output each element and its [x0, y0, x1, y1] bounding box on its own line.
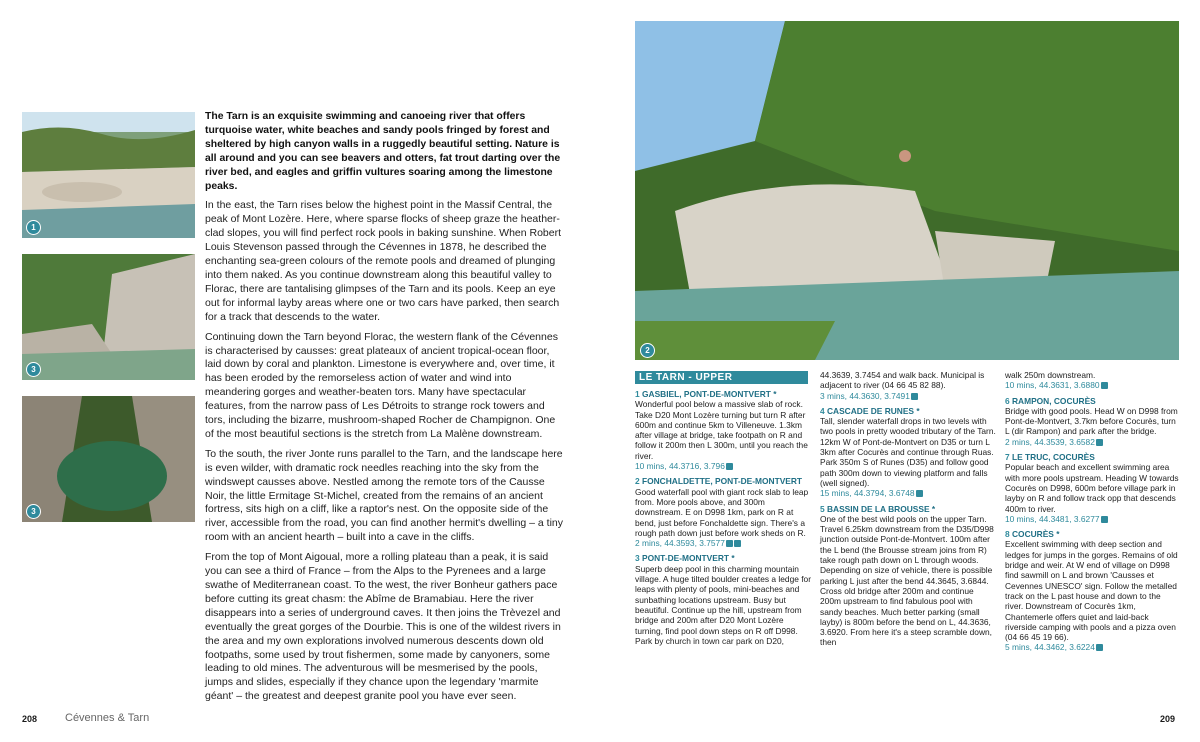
entry-title: 7 LE TRUC, COCURÈS: [1005, 452, 1095, 463]
feature-icon: [1101, 516, 1108, 523]
feature-icon: [726, 540, 733, 547]
listing-column-3: [1005, 370, 1181, 658]
entry-title: 1 GASBIEL, PONT-DE-MONTVERT *: [635, 389, 777, 399]
photo-badge: 3: [26, 504, 41, 519]
paragraph: To the south, the river Jonte runs parallel to the Tarn, and the landscape here is even wilder, with dramatic rock needles reaching into the sky from the windswept causses above. Nestled among the remote tors of the Causse Noir, the little Ermitage St-Michel, created from the remains of an ancient fortress, sits high on a cliff, like a raptor's nest. On the opposite side of the river, accessible from the road, you can find another hermit's dwelling – a tiny room with an ancient hearth – built into a cave in the cliffs.: [205, 447, 564, 544]
photo-gorge-pool: [22, 396, 195, 522]
listing-entry: [820, 370, 996, 401]
photo-rocky-pool: [22, 254, 195, 380]
entry-title: 2 FONCHALDETTE, PONT-DE-MONTVERT: [635, 476, 803, 487]
photo-badge: 3: [26, 362, 41, 377]
entry-meta: 2 mins, 44.3593, 3.7577: [635, 538, 725, 549]
entry-body: Superb deep pool in this charming mountain village. A huge tilted boulder creates a ledge for leaps with plenty of pools, mini-beaches and sunbathing locations upstream. Busy but beautiful. Continue up the hill, upstream from bridge and 200m after D20 Mont Lozère turning, find pool down steps on R off D998. Park by church in town car park on D20,: [635, 563, 811, 646]
entry-body: 44.3639, 3.7454 and walk back. Municipal is adjacent to river (04 66 45 82 88).: [820, 370, 985, 391]
entry-meta: 10 mins, 44.3631, 3.6880: [1005, 380, 1100, 391]
entry-body: walk 250m downstream.: [1005, 370, 1096, 380]
entry-meta: 5 mins, 44.3462, 3.6224: [1005, 642, 1095, 653]
listing-entry: [1005, 370, 1181, 391]
entry-body: Good waterfall pool with giant rock slab to leap from. More pools above, and 300m downstream. E on D998 1km, park on R at bend, just before Fonchaldette sign. There's a rough path down just before work sheds on R.: [635, 486, 809, 538]
left-page-body: [205, 110, 563, 710]
feature-icon: [1101, 382, 1108, 389]
entry-body: Wonderful pool below a massive slab of rock. Take D20 Mont Lozère turning but turn R after 600m and continue 5km to Villeneuve. 1.3km after village at bridge, take footpath on R and follow it 200m then L 300m, until you reach the river.: [635, 399, 808, 461]
listing-column-1: [635, 389, 811, 651]
listing-entry: [635, 553, 811, 646]
entry-title: 3 PONT-DE-MONTVERT *: [635, 553, 735, 564]
entry-body: Tall, slender waterfall drops in two levels with two pools in pretty wooded tributary of the Tarn. 12km W of Pont-de-Montvert on D35 or turn L 3km after Cocurès and continue through Ruas. Park 350m S of Runes (D35) and follow good path 300m down to viewing platform and falls (well signed).: [820, 416, 996, 488]
photo-badge: 1: [26, 220, 41, 235]
running-title: Cévennes & Tarn: [65, 712, 150, 724]
listing-entry: [635, 476, 811, 548]
feature-icon: [916, 490, 923, 497]
entry-meta: 10 mins, 44.3716, 3.796: [635, 461, 725, 472]
paragraph: In the east, the Tarn rises below the highest point in the Massif Central, the peak of Mont Lozère. Here, where sparse flocks of sheep graze the heather-clad slopes, you will find perfect rock pools in baking sunshine. When Robert Louis Stevenson passed through the Cévennes in 1878, he described the enchanting sea-green colours of the remote pools and dreamed of plunging into them naked. As you continue downstream along this beautiful valley to Florac, there are tantalising glimpses of the Tarn and its pools. Keep an eye out for informal layby areas where one or two cars have parked, then search for a track that descends to the water.: [205, 199, 562, 323]
entry-body: One of the best wild pools on the upper Tarn. Travel 6.25km downstream from the D35/D998 junction outside Pont-de-Montvert. 100m after the L bend (the Brousse stream joins from R) take rough path down on L through woods. Depending on size of vehicle, there is possible parking L just after the bend 44.3645, 3.6844. Cross old bridge after 200m and continue 200m upstream to find fabulous pool with sandy beaches. Much better parking (small layby) is 800m before the bend on L, 44.3636, 3.6920. From here it's a steep scramble down, then: [820, 513, 994, 648]
feature-icon: [911, 393, 918, 400]
photo-swimmers-tarn: [635, 21, 1179, 360]
feature-icon: [734, 540, 741, 547]
entry-meta: 3 mins, 44.3630, 3.7491: [820, 390, 910, 401]
listing-entry: [635, 389, 811, 471]
photo-badge: 2: [640, 343, 655, 358]
entry-body: Bridge with good pools. Head W on D998 from Pont-de-Montvert, 3.7km before Cocurès, turn L (dir Rampon) and park after the bridge.: [1005, 405, 1178, 437]
feature-icon: [726, 463, 733, 470]
entry-body: Excellent swimming with deep section and ledges for jumps in the gorges. Remains of old bridge and weir. At W end of village on D998 find sawmill on L and brown 'Causses et Cevennes UNESCO' sign. Follow the metalled track on the L past house and down to the river. Downstream of Cocurès 1km, Chantemerle offers quiet and laid-back riverside camping with pools and a pizza oven (04 66 45 19 66).: [1005, 539, 1178, 643]
feature-icon: [1096, 644, 1103, 651]
paragraph: From the top of Mont Aigoual, more a rolling plateau than a peak, it is said you can see a third of France – from the Alps to the Pyrenees and a large swathe of Mediterranean coast. To the west, the river Bonheur gathers pace before cutting its great chasm: the Abîme de Bramabiau. Here the river disappears into a series of underground caves. It then joins the Trèvezel and eventually the great gorges of the Dourbie. This is one of the wildest rivers in the area and my own explorations involved numerous descents down old footpaths, some used by trout fishermen, some made by canyoners, some leading to old mines. The adventurous will be mesmerised by the pools, jumps and slides, especially if they chance upon the legendary 'marmite géant' – the greatest and deepest granite pool you have ever seen.: [205, 551, 561, 703]
entry-body: Popular beach and excellent swimming area with more pools upstream. Heading W towards Cocurès on D998, 600m before village park in layby on R and follow track opp that descends 400m to river.: [1005, 462, 1179, 514]
listing-entry: [820, 504, 996, 648]
page-number-left: 208: [22, 714, 38, 724]
entry-meta: 10 mins, 44.3481, 3.6277: [1005, 513, 1100, 524]
entry-meta: 2 mins, 44.3539, 3.6582: [1005, 436, 1095, 447]
entry-title: 8 COCURÈS *: [1005, 529, 1060, 540]
listing-entry: [820, 406, 996, 499]
listing-entry: [1005, 452, 1181, 524]
photo-river-beach: [22, 112, 195, 238]
listing-column-2: [820, 370, 996, 653]
page-number-right: 209: [1160, 714, 1176, 724]
listing-entry: [1005, 529, 1181, 653]
listing-entry: [1005, 396, 1181, 447]
feature-icon: [1096, 439, 1103, 446]
section-heading: LE TARN - UPPER: [635, 371, 808, 384]
intro-lead: The Tarn is an exquisite swimming and canoeing river that offers turquoise water, white beaches and sandy pools fringed by forest and sheltered by high canyon walls in a ruggedly beautiful setting. Nature is all around and you can see beavers and otters, fat trout darting over the river bed, and eagles and griffin vultures soaring among the limestone peaks.: [205, 111, 561, 192]
entry-title: 6 RAMPON, COCURÈS: [1005, 395, 1096, 406]
entry-meta: 15 mins, 44.3794, 3.6748: [820, 488, 915, 499]
paragraph: Continuing down the Tarn beyond Florac, the western flank of the Cévennes is characterised by causses: great plateaux of ancient tropical-ocean floor, laid down by coral and plankton. Limestone is everywhere and, over time, it has been eroded by the remorseless action of water and wind into meandering gorges and weather-beaten tors. Many have spectacular features, from the narrow pass of Les Détroits to strange rock towers and tors, including the bizarre, mushroom-shaped Rocher de Champignon. One of the most beautiful sections is the stretch from La Malène downstream.: [205, 330, 558, 440]
entry-title: 4 CASCADE DE RUNES *: [820, 405, 920, 416]
entry-title: 5 BASSIN DE LA BROUSSE *: [820, 503, 936, 514]
